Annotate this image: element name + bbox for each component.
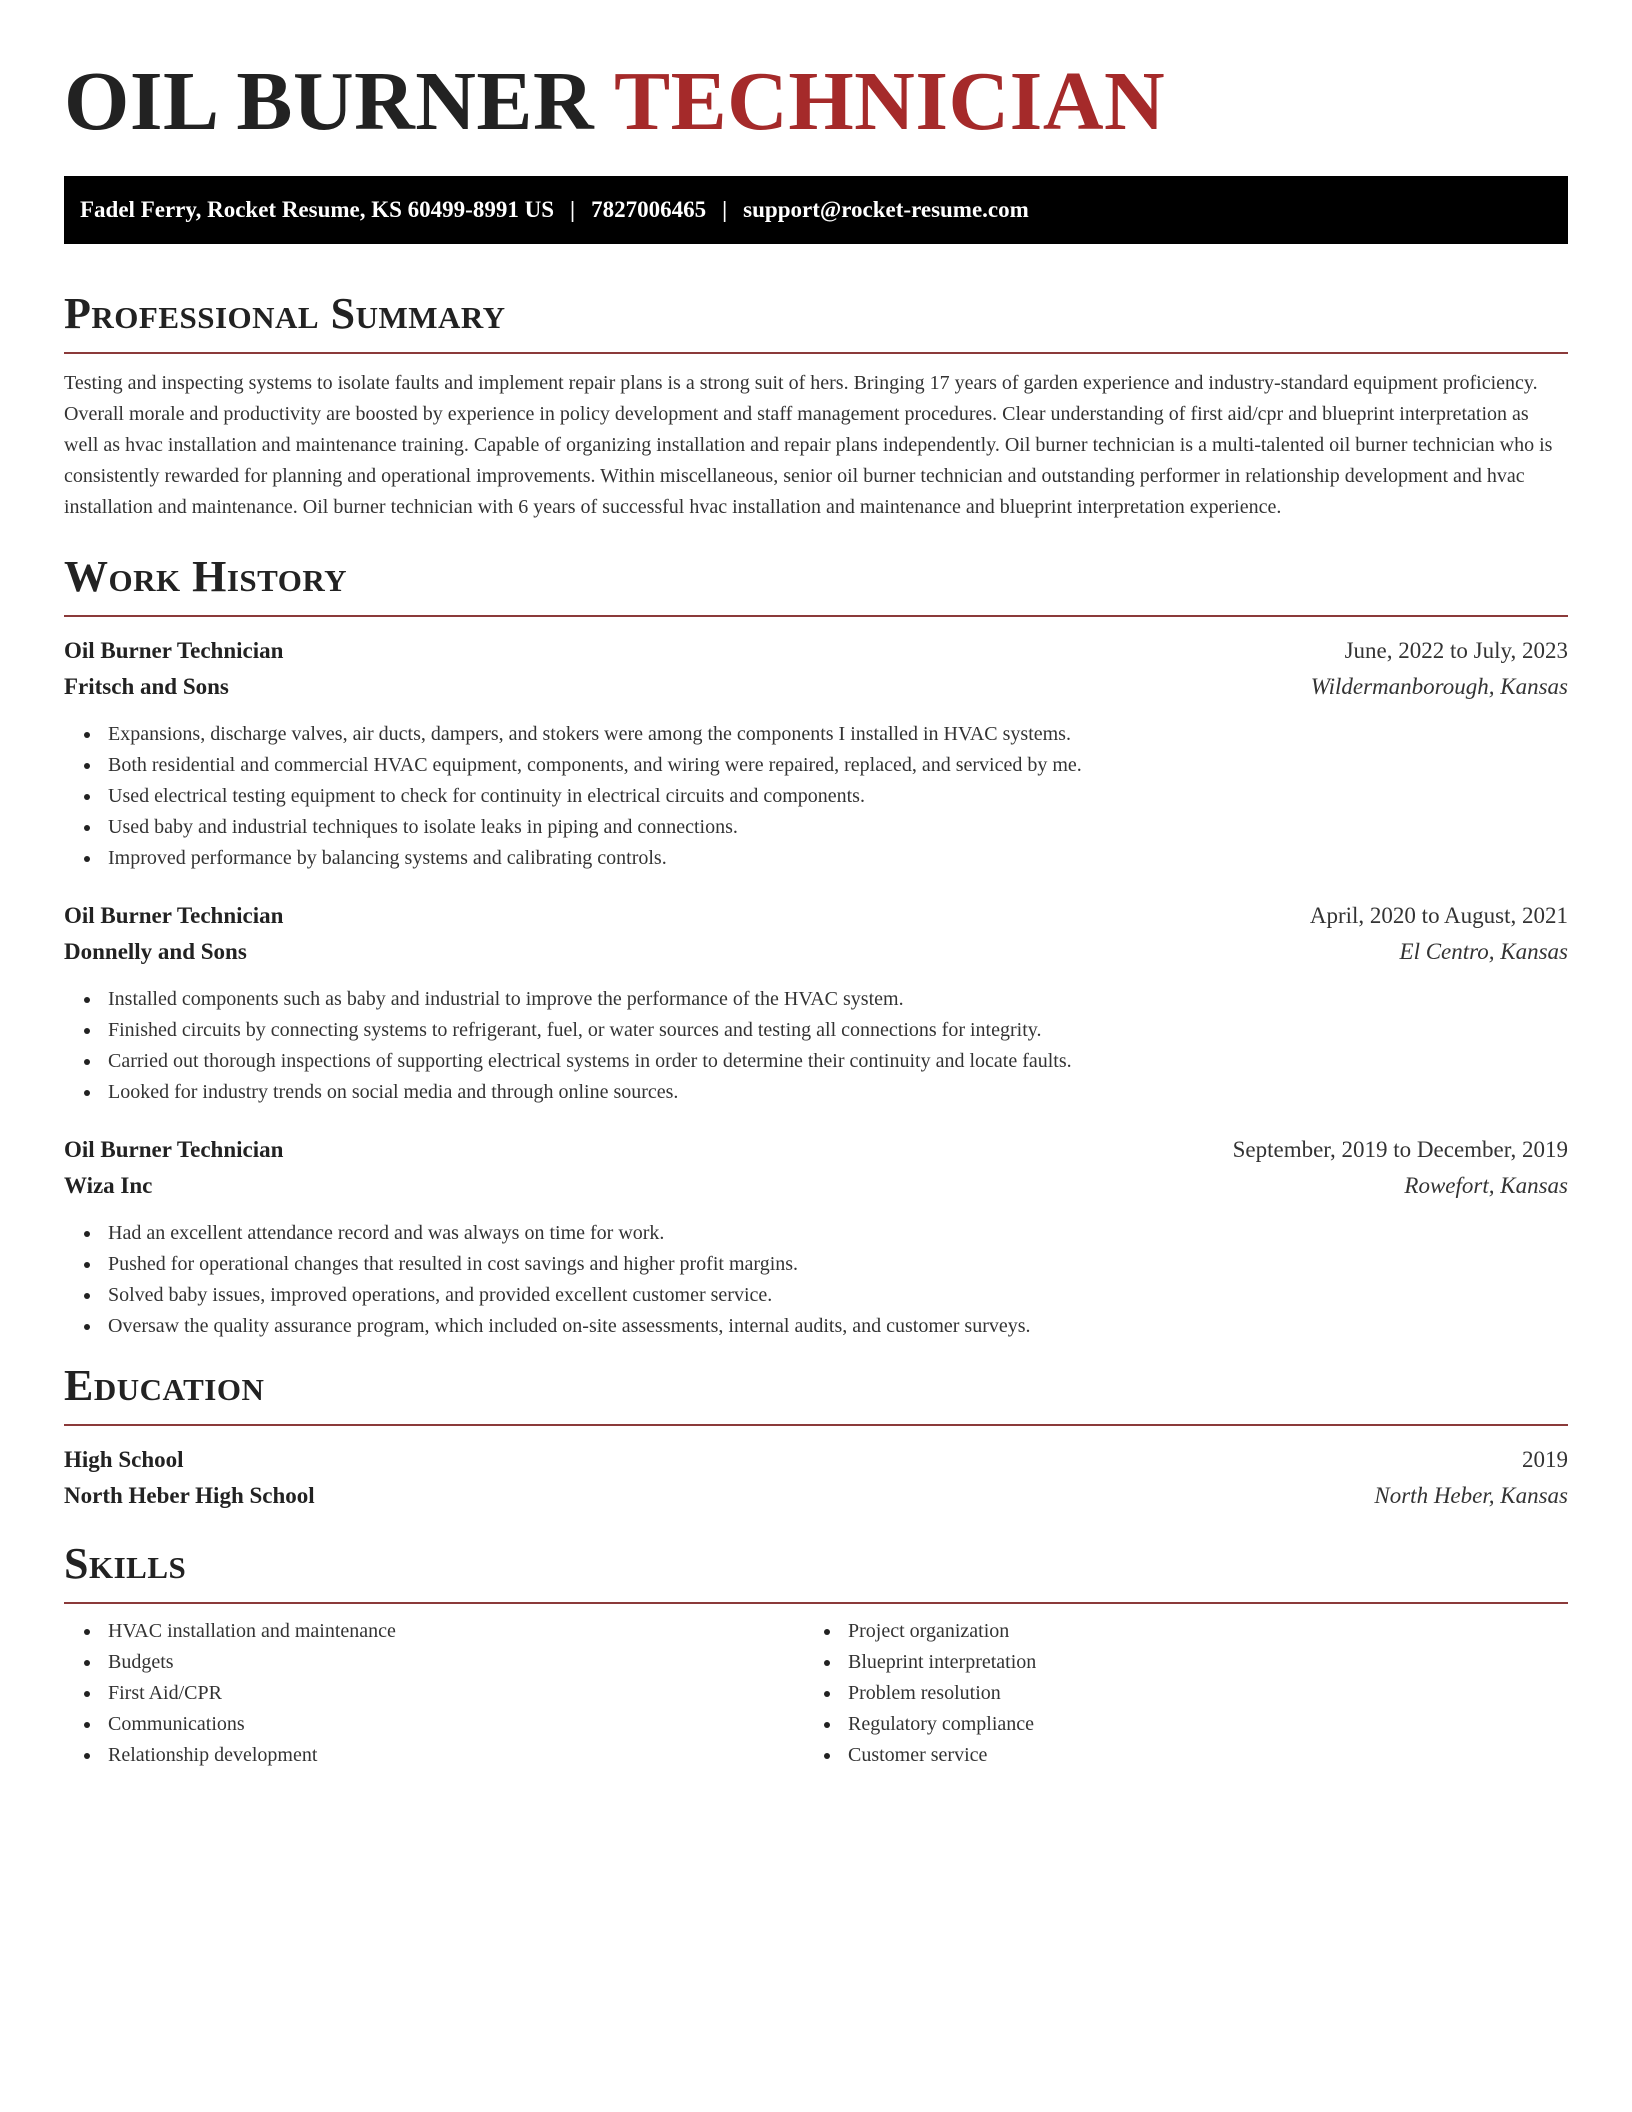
- skill-item: Budgets: [108, 1647, 804, 1678]
- job-company-row: [64, 669, 1568, 705]
- skill-item: Customer service: [848, 1740, 1544, 1771]
- section-divider: [64, 1602, 1568, 1604]
- skills-list: [64, 1616, 804, 1771]
- skill-item: First Aid/CPR: [108, 1678, 804, 1709]
- education-degree: High School: [64, 1447, 184, 1472]
- skill-item: Regulatory compliance: [848, 1709, 1544, 1740]
- name-last: TECHNICIAN: [614, 55, 1166, 148]
- job-bullet: Used baby and industrial techniques to isolate leaks in piping and connections.: [108, 812, 1568, 843]
- summary-text: Testing and inspecting systems to isolate faults and implement repair plans is a strong suit of hers. Bringing 17 years of garden experience and industry-standard equipment proficiency. Overall morale and productivity are boosted by experience in policy development and staff management procedures. Clear understanding of first aid/cpr and blueprint interpretation as well as hvac installation and maintenance training. Capable of organizing installation and repair plans independently. Oil burner technician is a multi-talented oil burner technician who is consistently rewarded for planning and operational improvements. Within miscellaneous, senior oil burner technician and outstanding performer in relationship development and hvac installation and maintenance. Oil burner technician with 6 years of successful hvac installation and maintenance and blueprint interpretation experience.: [64, 372, 1553, 518]
- job-bullet: Had an excellent attendance record and was always on time for work.: [108, 1218, 1568, 1249]
- education-school: North Heber High School: [64, 1483, 315, 1508]
- skills-section: [64, 1536, 1568, 1771]
- contact-email: support@rocket-resume.com: [743, 197, 1029, 222]
- skills-list: [804, 1616, 1544, 1771]
- job-company-row: [64, 934, 1568, 970]
- job-bullet: Installed components such as baby and industrial to improve the performance of the HVAC system.: [108, 984, 1568, 1015]
- job-entry: [64, 633, 1568, 874]
- summary-section-title: Professional Summary: [64, 289, 506, 338]
- skill-item: Blueprint interpretation: [848, 1647, 1544, 1678]
- contact-separator: |: [570, 197, 576, 222]
- skills-grid: [64, 1616, 1568, 1771]
- job-company: Wiza Inc: [64, 1173, 153, 1198]
- skills-column-left: [64, 1616, 804, 1771]
- education-school-row: [64, 1478, 1568, 1514]
- section-divider: [64, 352, 1568, 354]
- name-first: OIL BURNER: [64, 55, 595, 148]
- job-bullet-list: [64, 719, 1568, 874]
- job-location: Rowefort, Kansas: [1404, 1173, 1568, 1198]
- job-bullet: Solved baby issues, improved operations, and provided excellent customer service.: [108, 1280, 1568, 1311]
- job-bullet: Oversaw the quality assurance program, which included on-site assessments, internal audits, and customer surveys.: [108, 1311, 1568, 1342]
- job-bullet: Looked for industry trends on social media and through online sources.: [108, 1077, 1568, 1108]
- job-header-row: [64, 1132, 1568, 1168]
- job-location: Wildermanborough, Kansas: [1310, 674, 1568, 699]
- job-bullet: Expansions, discharge valves, air ducts, dampers, and stokers were among the components I installed in HVAC systems.: [108, 719, 1568, 750]
- job-bullet-list: [64, 1218, 1568, 1342]
- job-title: Oil Burner Technician: [64, 638, 284, 663]
- job-header-row: [64, 633, 1568, 669]
- job-bullet: Pushed for operational changes that resulted in cost savings and higher profit margins.: [108, 1249, 1568, 1280]
- skill-item: Relationship development: [108, 1740, 804, 1771]
- education-entry: [64, 1442, 1568, 1514]
- skill-item: HVAC installation and maintenance: [108, 1616, 804, 1647]
- job-bullet: Improved performance by balancing systems and calibrating controls.: [108, 843, 1568, 874]
- section-divider: [64, 615, 1568, 617]
- summary-section: [64, 286, 1568, 523]
- job-dates: June, 2022 to July, 2023: [1344, 638, 1568, 663]
- contact-address: Fadel Ferry, Rocket Resume, KS 60499-8991 US: [80, 197, 554, 222]
- job-title: Oil Burner Technician: [64, 1137, 284, 1162]
- job-dates: September, 2019 to December, 2019: [1232, 1137, 1568, 1162]
- job-company: Donnelly and Sons: [64, 939, 247, 964]
- job-bullet-list: [64, 984, 1568, 1108]
- contact-bar: [64, 176, 1568, 244]
- job-bullet: Both residential and commercial HVAC equipment, components, and wiring were repaired, replaced, and serviced by me.: [108, 750, 1568, 781]
- skill-item: Problem resolution: [848, 1678, 1544, 1709]
- resume-name-heading: [64, 50, 1568, 154]
- job-location: El Centro, Kansas: [1399, 939, 1568, 964]
- job-dates: April, 2020 to August, 2021: [1309, 903, 1568, 928]
- skills-column-right: [804, 1616, 1544, 1771]
- work-history-section-title: Work History: [64, 552, 348, 601]
- education-degree-row: [64, 1442, 1568, 1478]
- job-entry: [64, 898, 1568, 1108]
- job-company: Fritsch and Sons: [64, 674, 229, 699]
- skill-item: Project organization: [848, 1616, 1544, 1647]
- education-year: 2019: [1522, 1447, 1568, 1472]
- education-location: North Heber, Kansas: [1374, 1483, 1568, 1508]
- job-bullet: Carried out thorough inspections of supporting electrical systems in order to determine their continuity and locate faults.: [108, 1046, 1568, 1077]
- job-bullet: Used electrical testing equipment to check for continuity in electrical circuits and components.: [108, 781, 1568, 812]
- work-history-section: [64, 549, 1568, 1342]
- job-bullet: Finished circuits by connecting systems to refrigerant, fuel, or water sources and testing all connections for integrity.: [108, 1015, 1568, 1046]
- education-section: [64, 1358, 1568, 1514]
- section-divider: [64, 1424, 1568, 1426]
- job-header-row: [64, 898, 1568, 934]
- skill-item: Communications: [108, 1709, 804, 1740]
- job-entry: [64, 1132, 1568, 1342]
- education-section-title: Education: [64, 1361, 265, 1410]
- contact-separator: |: [722, 197, 728, 222]
- skills-section-title: Skills: [64, 1539, 187, 1588]
- job-company-row: [64, 1168, 1568, 1204]
- job-title: Oil Burner Technician: [64, 903, 284, 928]
- contact-phone: 7827006465: [591, 197, 707, 222]
